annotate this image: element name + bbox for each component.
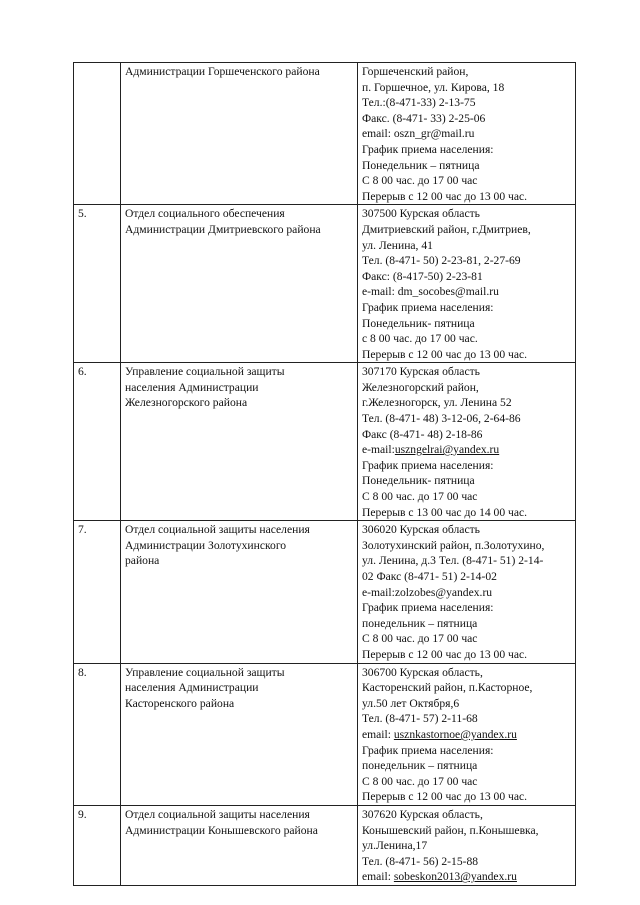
table-row [74, 63, 576, 205]
organization-name [121, 363, 358, 521]
email-address[interactable]: uszngelrai@yandex.ru [394, 443, 500, 457]
row-number: 7. [74, 521, 121, 663]
row-number: 8. [74, 663, 121, 805]
table-row [74, 805, 576, 885]
contact-details [358, 663, 576, 805]
contact-details [358, 205, 576, 363]
contact-line: Золотухинский район, п.Золотухино, [362, 538, 545, 552]
contact-line: 306020 Курская область [362, 523, 480, 537]
organization-name-line: населения Администрации [125, 380, 259, 394]
organization-name-line: населения Администрации [125, 681, 259, 695]
table-row [74, 521, 576, 663]
contact-line: График приема населения: [362, 458, 494, 472]
contact-line: Перерыв с 12 00 час до 13 00 час. [362, 790, 528, 804]
contact-line: 307500 Курская область [362, 207, 480, 221]
organization-name-line: Железногорского района [125, 396, 248, 410]
contact-line: Конышевский район, п.Конышевка, [362, 823, 539, 837]
contact-line: Перерыв с 12 00 час до 13 00 час. [362, 347, 528, 361]
contact-line: 306700 Курская область, [362, 665, 483, 679]
contact-details [358, 63, 576, 205]
email-label: email: [362, 727, 394, 741]
contact-line: ул.50 лет Октября,6 [362, 696, 460, 710]
organization-name-line: Администрации Конышевского района [125, 823, 318, 837]
table-row [74, 363, 576, 521]
contact-line: Дмитриевский район, г.Дмитриев, [362, 222, 531, 236]
contact-line: График приема населения: [362, 300, 494, 314]
contact-line: ул. Ленина, д.3 Тел. (8-471- 51) 2-14- [362, 554, 544, 568]
row-number: 5. [74, 205, 121, 363]
organization-name-line: района [125, 554, 160, 568]
email-label: email: [362, 870, 394, 884]
contact-line: Факс (8-471- 48) 2-18-86 [362, 427, 483, 441]
contact-line: Перерыв с 12 00 час до 13 00 час. [362, 189, 528, 203]
organization-name-line: Отдел социального обеспечения [125, 207, 285, 221]
contact-line: Железногорский район, [362, 380, 479, 394]
email-link[interactable] [362, 727, 572, 743]
contact-line: Перерыв с 13 00 час до 14 00 час. [362, 505, 528, 519]
contact-line: 02 Факс (8-471- 51) 2-14-02 [362, 570, 497, 583]
contacts-table-body [74, 63, 576, 886]
email-link[interactable] [362, 869, 572, 885]
contact-line: 307170 Курская область [362, 365, 480, 379]
contact-details [358, 521, 576, 663]
contact-line: Тел. (8-471- 50) 2-23-81, 2-27-69 [362, 254, 521, 268]
organization-name-line: Администрации Золотухинского [125, 538, 287, 552]
contact-line: понедельник – пятница [362, 759, 478, 773]
email-link[interactable]: e-mail: dm_socobes@mail.ru [362, 285, 499, 299]
contact-line: Понедельник – пятница [362, 158, 480, 172]
contact-line: п. Горшечное, ул. Кирова, 18 [362, 80, 505, 94]
contact-line: Горшеченский район, [362, 65, 469, 78]
contact-line: с 8 00 час. до 17 00 час. [362, 332, 478, 346]
organization-name [121, 521, 358, 663]
organization-name-line: Касторенского района [125, 696, 235, 710]
contact-line: Тел.:(8-471-33) 2-13-75 [362, 96, 476, 110]
contact-line: Тел. (8-471- 57) 2-11-68 [362, 712, 478, 726]
contact-line: С 8 00 час. до 17 00 час [362, 490, 478, 504]
row-number [74, 63, 121, 205]
contact-line: Факс. (8-471- 33) 2-25-06 [362, 111, 486, 125]
organization-name-line: Управление социальной защиты [125, 365, 285, 379]
contact-details [358, 363, 576, 521]
table-row [74, 205, 576, 363]
contact-line: Перерыв с 12 00 час до 13 00 час. [362, 647, 528, 661]
contact-line: График приема населения: [362, 743, 494, 757]
email-address[interactable]: sobeskon2013@yandex.ru [393, 870, 517, 884]
organization-name-line: Администрации Горшеченского района [125, 65, 320, 78]
contact-line: График приема населения: [362, 142, 494, 156]
organization-name [121, 63, 358, 205]
email-link[interactable] [362, 442, 572, 458]
contact-line: Понедельник- пятница [362, 316, 475, 330]
contact-line: Тел. (8-471- 48) 3-12-06, 2-64-86 [362, 412, 521, 426]
row-number: 9. [74, 805, 121, 885]
contact-line: 307620 Курская область, [362, 807, 483, 821]
contact-line: ул. Ленина, 41 [362, 238, 433, 252]
contact-line: Касторенский район, п.Касторное, [362, 681, 533, 695]
contact-line: С 8 00 час. до 17 00 час [362, 632, 478, 646]
contact-line: г.Железногорск, ул. Ленина 52 [362, 396, 512, 410]
email-label: e-mail: [362, 443, 395, 457]
organization-name-line: Отдел социальной защиты населения [125, 523, 310, 537]
organization-name-line: Администрации Дмитриевского района [125, 222, 321, 236]
contact-line: Факс: (8-417-50) 2-23-81 [362, 269, 483, 283]
organization-name [121, 205, 358, 363]
contact-line: С 8 00 час. до 17 00 час [362, 174, 478, 188]
contact-line: Тел. (8-471- 56) 2-15-88 [362, 854, 479, 868]
contact-line: ул.Ленина,17 [362, 839, 428, 853]
email-address[interactable]: usznkastornoe@yandex.ru [393, 727, 517, 741]
contact-details [358, 805, 576, 885]
organization-name-line: Отдел социальной защиты населения [125, 807, 310, 821]
contacts-table [73, 62, 576, 886]
row-number: 6. [74, 363, 121, 521]
email-link[interactable]: email: oszn_gr@mail.ru [362, 127, 475, 141]
contact-line: понедельник – пятница [362, 616, 478, 630]
table-row [74, 663, 576, 805]
contact-line: График приема населения: [362, 601, 494, 615]
organization-name [121, 805, 358, 885]
organization-name-line: Управление социальной защиты [125, 665, 285, 679]
organization-name [121, 663, 358, 805]
contact-line: С 8 00 час. до 17 00 час [362, 774, 478, 788]
email-link[interactable]: e-mail:zolzobes@yandex.ru [362, 585, 493, 599]
contact-line: Понедельник- пятница [362, 474, 475, 488]
